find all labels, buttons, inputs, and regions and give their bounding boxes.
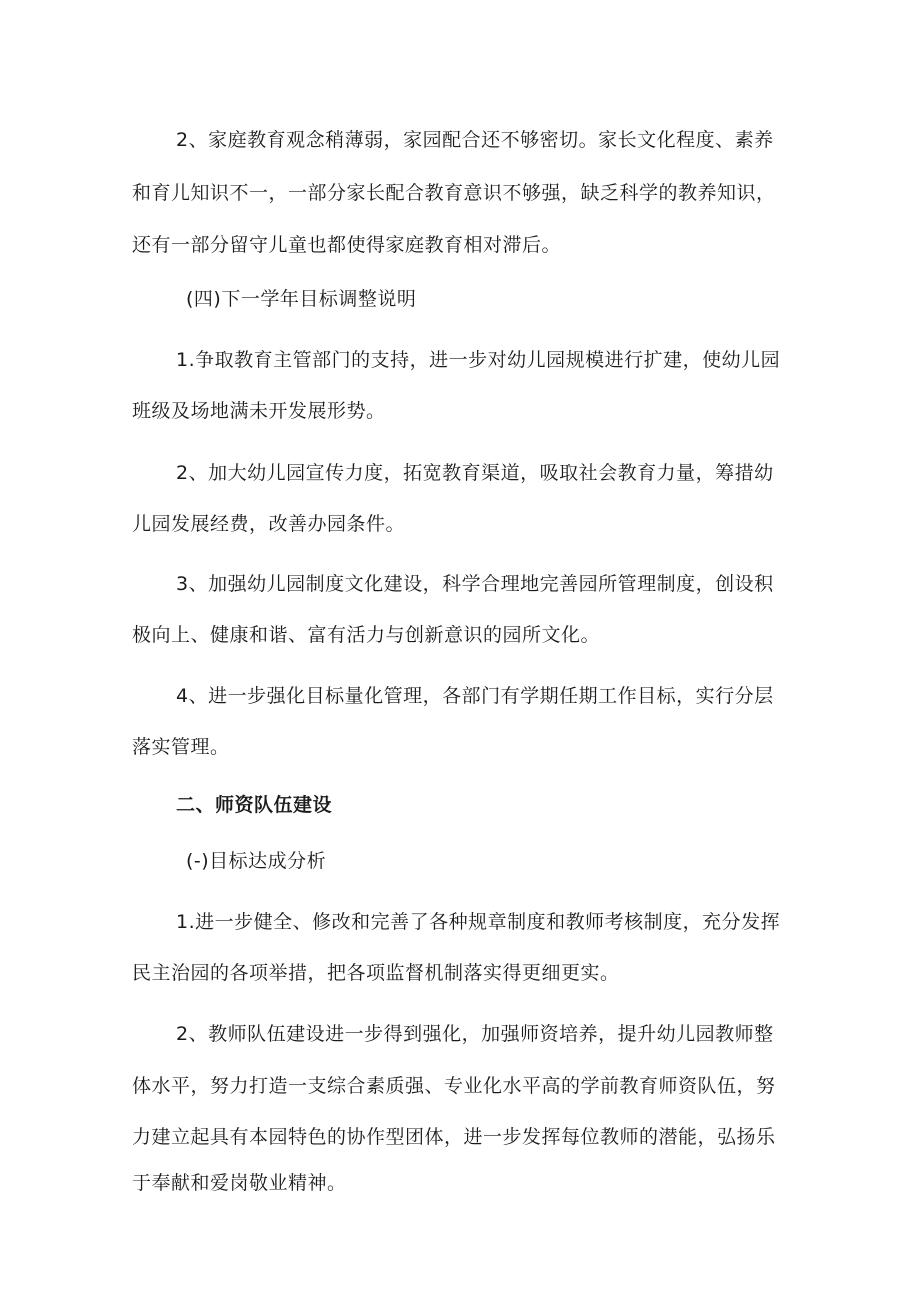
goal-4-line-2: 落实管理。 — [132, 736, 230, 758]
goal-3-line-2: 极向上、健康和谐、富有活力与创新意识的园所文化。 — [132, 624, 601, 646]
subsection-four-title: (四)下一学年目标调整说明 — [186, 288, 417, 310]
item-1-line-1: 1.进一步健全、修改和完善了各种规章制度和教师考核制度，充分发挥 — [176, 911, 781, 933]
paragraph-family-line-1: 2、家庭教育观念稍薄弱，家园配合还不够密切。家长文化程度、素养 — [176, 129, 774, 151]
goal-3-line-1: 3、加强幼儿园制度文化建设，科学合理地完善园所管理制度，创设积 — [176, 573, 774, 595]
item-2-line-2: 体水平，努力打造一支综合素质强、专业化水平高的学前教育师资队伍，努 — [132, 1075, 776, 1097]
item-2-line-4: 于奉献和爱岗敬业精神。 — [132, 1172, 347, 1194]
paragraph-family-line-2: 和育儿知识不一，一部分家长配合教育意识不够强，缺乏科学的教养知识， — [132, 182, 776, 204]
goal-4-line-1: 4、进一步强化目标量化管理，各部门有学期任期工作目标，实行分层 — [176, 685, 774, 707]
goal-2-line-2: 儿园发展经费，改善办园条件。 — [132, 513, 406, 535]
item-2-line-3: 力建立起具有本园特色的协作型团体，进一步发挥每位教师的潜能，弘扬乐 — [132, 1126, 776, 1148]
item-1-line-2: 民主治园的各项举措，把各项监督机制落实得更细更实。 — [132, 962, 620, 984]
goal-1-line-1: 1.争取教育主管部门的支持，进一步对幼儿园规模进行扩建，使幼儿园 — [176, 349, 781, 371]
paragraph-family-line-3: 还有一部分留守儿童也都使得家庭教育相对滞后。 — [132, 234, 562, 256]
section-two-title: 二、师资队伍建设 — [176, 794, 333, 816]
goal-1-line-2: 班级及场地满未开发展形势。 — [132, 400, 386, 422]
subsection-one-title: (-)目标达成分析 — [186, 850, 327, 872]
item-2-line-1: 2、教师队伍建设进一步得到强化，加强师资培养，提升幼儿园教师整 — [176, 1023, 774, 1045]
goal-2-line-1: 2、加大幼儿园宣传力度，拓宽教育渠道，吸取社会教育力量，筹措幼 — [176, 462, 774, 484]
